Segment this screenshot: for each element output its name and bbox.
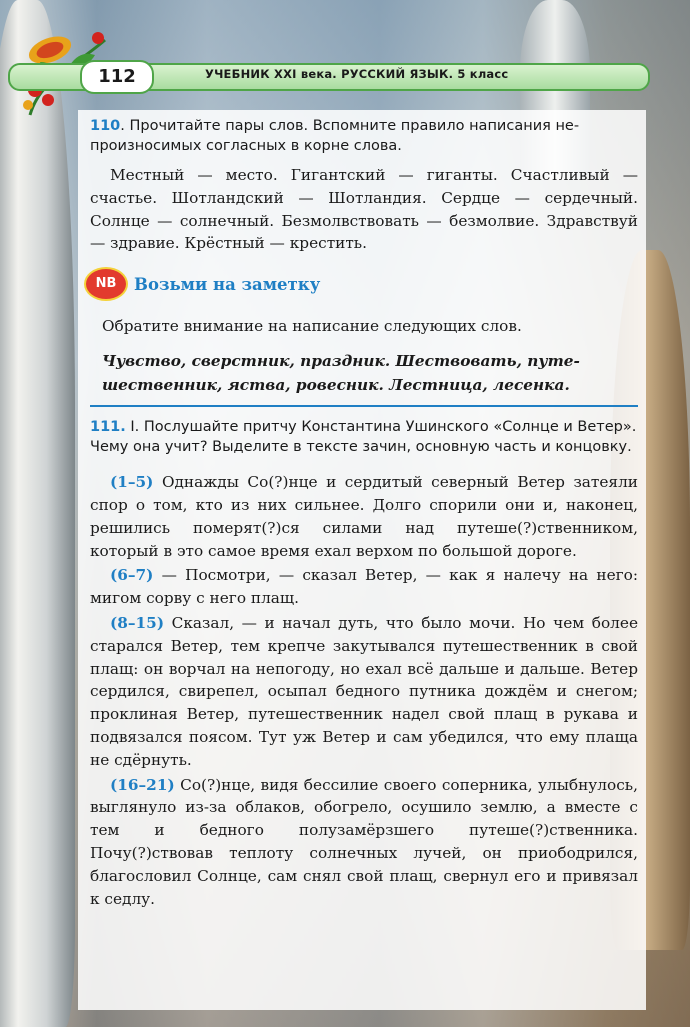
- page-content: [90, 116, 638, 910]
- exercise-111-task: [90, 417, 638, 457]
- note-title: Возьми на заметку: [134, 274, 321, 294]
- note-text: Обратите внимание на написание следующих слов.: [102, 317, 522, 336]
- story-paragraph: [90, 471, 638, 562]
- book-title: УЧЕБНИК XXI века. РУССКИЙ ЯЗЫК. 5 класс: [205, 67, 509, 81]
- story-paragraph: [90, 612, 638, 772]
- paragraph-text: Сказал, — и начал дуть, что было мочи. Но чем более старался Ветер, тем крепче закутывался путешественник в свой плащ: он ворчал на непогоду, но ехал всё дальше и дальше. Ветер сердился, свирепел, осыпал бедного путника дождём и снегом; проклиная Ветер, путешественник надел свой плащ в рукава и подвязался поясом. Тут уж Ветер и сам убедился, что ему плаща не сдёрнуть.: [90, 613, 638, 769]
- segment-label: (6–7): [110, 566, 154, 585]
- paragraph-text: Со(?)нце, видя бессилие своего соперника, улыбнулось, выглянуло из-за облаков, обогрело, осушило землю, а вместе с тем и бедного полузамёрзшего путеше(?)ственника. Почу(?)ствовав теплоту солнечных лучей, он приободрился, благословил Солнце, сам снял свой плащ, свернул его и привязал к седлу.: [90, 775, 638, 908]
- note-header: [90, 267, 638, 301]
- birch-trunk-left: [0, 0, 75, 1027]
- exercise-110-number: 110: [90, 118, 121, 134]
- exercise-110-text: Местный — место. Гигантский — гиганты. Счастливый — счастье. Шотландский — Шотландия. Сердце — сердечный. Солнце — солнечный. Безмолвствовать — безмолвие. Здравствуй — здравие. Крёстный — крестить.: [90, 166, 638, 253]
- note-words: Чувство, сверстник, праздник. Шествовать, путешественник, яства, ровесник. Лестница, лесенка.: [102, 352, 580, 395]
- story-paragraph: [90, 564, 638, 610]
- nb-badge-icon: NB: [84, 267, 128, 301]
- paragraph-text: — Посмотри, — сказал Ветер, — как я налечу на него: мигом сорву с него плащ.: [90, 566, 638, 608]
- exercise-111-instructions: I. Послушайте притчу Константина Ушинского «Солнце и Ветер». Чему она учит? Выделите в тексте зачин, основную часть и концовку.: [90, 419, 637, 456]
- divider: [90, 405, 638, 407]
- page-number: 112: [80, 60, 154, 94]
- segment-label: (8–15): [110, 613, 165, 632]
- exercise-111-number: 111.: [90, 419, 126, 436]
- story-paragraph: [90, 774, 638, 911]
- paragraph-text: Однажды Со(?)нце и сердитый северный Ветер затеяли спор о том, кто из них сильнее. Долго спорили они и, наконец, решились померят(?)ся силами над путеше(?)ственником, который в это самое время ехал верхом по большой дороге.: [90, 473, 638, 560]
- segment-label: (1–5): [110, 473, 154, 492]
- exercise-110-task: [90, 116, 638, 156]
- segment-label: (16–21): [110, 775, 175, 794]
- exercise-110-instructions: . Прочитайте пары слов. Вспомните правило написания непроизносимых согласных в корне слова.: [90, 118, 580, 154]
